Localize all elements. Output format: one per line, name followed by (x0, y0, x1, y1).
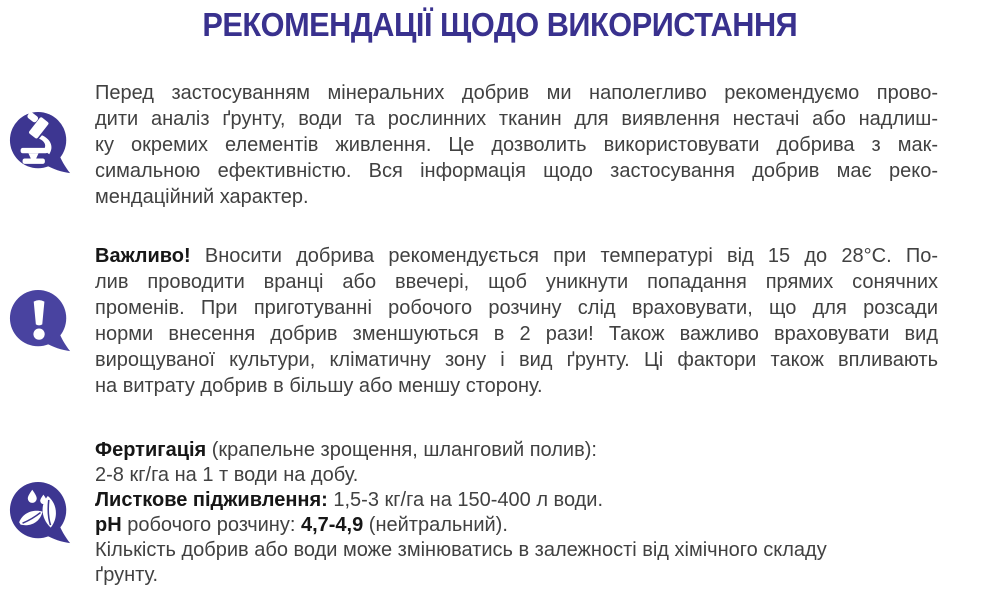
text-line (95, 563, 938, 588)
text-segment: (нейтральний). (363, 514, 508, 536)
text-segment: 1,5-3 кг/га на 150-400 л води. (327, 489, 604, 511)
text-line (95, 488, 938, 513)
text-segment: вирощуваної культури, кліматичну зону і вид ґрунту. Ці фактори також впливають (95, 349, 938, 371)
text-segment: мендаційний характер. (95, 186, 309, 208)
text-segment: ґрунту. (95, 564, 159, 586)
text-line (95, 373, 938, 399)
text-segment: променів. При приготуванні робочого розчину слід враховувати, що для розсади (95, 297, 938, 319)
text-line (95, 463, 938, 488)
text-segment-bold: Листкове підживлення: (95, 489, 328, 511)
text-line (95, 347, 938, 373)
text-line (95, 321, 938, 347)
text-segment-bold: 4,7-4,9 (300, 514, 364, 536)
text-segment: Кількість добрив або води може змінюватись в залежності від хімічного складу (95, 539, 827, 561)
leaf-drops-icon (8, 481, 74, 547)
text-segment-bold: pH (95, 514, 122, 536)
exclamation-icon (8, 289, 74, 355)
text-line (95, 269, 938, 295)
text-segment: лив проводити вранці або ввечері, щоб уникнути попадання прямих сонячних (95, 271, 938, 293)
text-segment: Вносити добрива рекомендується при температурі від 15 до 28°С. По- (190, 245, 938, 267)
text-segment-bold: Важливо! (95, 245, 191, 267)
text-line (95, 438, 938, 463)
text-segment-bold: Фертигація (95, 439, 207, 461)
text-line (95, 243, 938, 269)
paragraph-important (95, 243, 938, 399)
text-line (95, 513, 938, 538)
text-line (95, 106, 938, 132)
text-line (95, 132, 938, 158)
text-line (95, 184, 938, 210)
text-segment: 2-8 кг/га на 1 т води на добу. (95, 464, 359, 486)
text-segment: на витрату добрив в більшу або меншу сторону. (95, 375, 543, 397)
microscope-icon (8, 111, 74, 177)
text-segment: ку окремих елементів живлення. Це дозволить використовувати добрива з мак- (95, 134, 938, 156)
text-line (95, 158, 938, 184)
page-title (0, 6, 1000, 44)
page-title-text: РЕКОМЕНДАЦІЇ ЩОДО ВИКОРИСТАННЯ (202, 6, 798, 43)
text-line (95, 80, 938, 106)
text-segment: симальною ефективністю. Вся інформація щодо застосування добрив має реко- (95, 160, 938, 182)
text-segment: норми внесення добрив зменшуються в 2 рази! Також важливо враховувати вид (95, 323, 938, 345)
text-line (95, 295, 938, 321)
text-segment: (крапельне зрощення, шланговий полив): (206, 439, 597, 461)
text-segment: робочого розчину: (121, 514, 301, 536)
paragraph-fertigation (95, 438, 938, 588)
text-line (95, 538, 938, 563)
paragraph-soil-analysis (95, 80, 938, 210)
text-segment: Перед застосуванням мінеральних добрив ми наполегливо рекомендуємо прово- (95, 82, 938, 104)
text-segment: дити аналіз ґрунту, води та рослинних тканин для виявлення нестачі або надлиш- (95, 108, 938, 130)
